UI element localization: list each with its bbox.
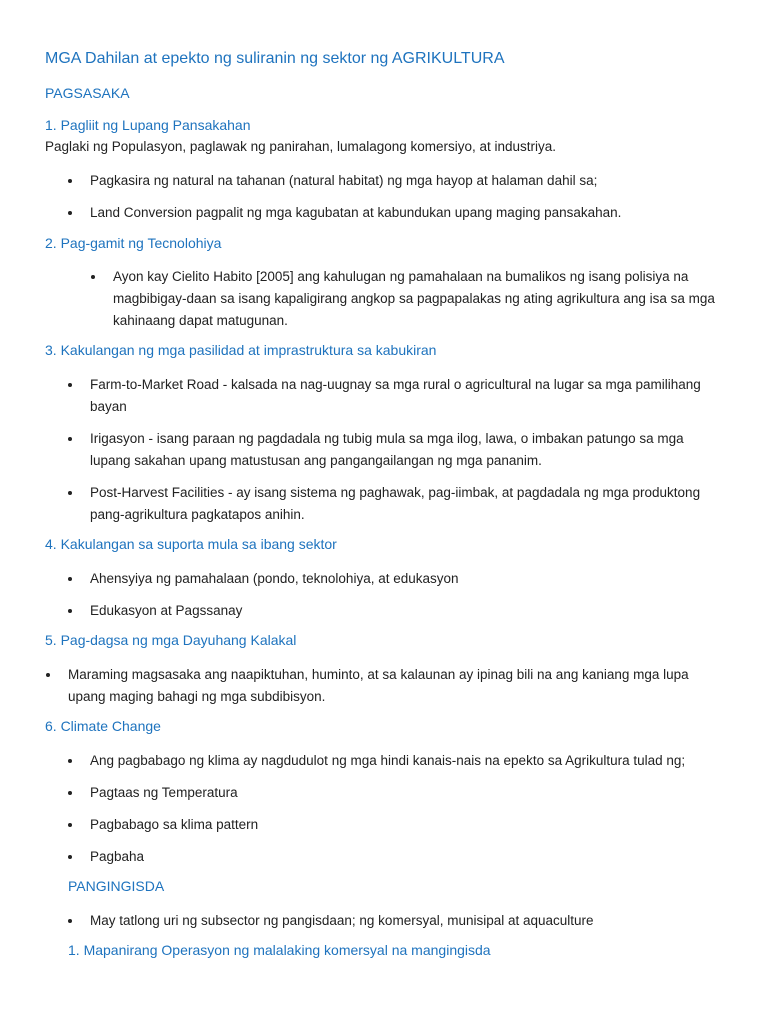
heading-dayuhang-kalakal: 5. Pag-dagsa ng mga Dayuhang Kalakal [45, 632, 297, 648]
bullet-icon [68, 855, 72, 859]
bullet-icon [68, 383, 72, 387]
list-item: Edukasyon at Pagssanay [90, 603, 243, 618]
bullet-icon [68, 919, 72, 923]
document-title: MGA Dahilan at epekto ng suliranin ng sektor ng AGRIKULTURA [45, 50, 505, 67]
list-item: Pagbabago sa klima pattern [90, 817, 259, 832]
heading-suporta: 4. Kakulangan sa suporta mula sa ibang sektor [45, 536, 337, 552]
list-item-line: Irigasyon - isang paraan ng pagdadala ng tubig mula sa mga ilog, lawa, o imbakan patungo sa mga [90, 431, 684, 446]
bullet-icon [68, 211, 72, 215]
list-item-line: pang-agrikultura pagkatapos anihin. [90, 507, 305, 522]
list-item: Ahensyiya ng pamahalaan (pondo, teknolohiya, at edukasyon [90, 571, 459, 586]
bullet-icon [46, 673, 50, 677]
list-item: Ang pagbabago ng klima ay nagdudulot ng mga hindi kanais-nais na epekto sa Agrikultura tulad ng; [90, 753, 686, 768]
bullet-icon [68, 823, 72, 827]
section-heading-pangingisda: PANGINGISDA [68, 878, 165, 894]
bullet-icon [68, 179, 72, 183]
bullet-icon [68, 491, 72, 495]
bullet-icon [68, 577, 72, 581]
list-item-line: lupang sakahan upang matustusan ang pangangailangan ng mga pananim. [90, 453, 542, 468]
list-item: Pagtaas ng Temperatura [90, 785, 238, 800]
bullet-icon [68, 759, 72, 763]
list-item-line: Farm-to-Market Road - kalsada na nag-uugnay sa mga rural o agricultural na lugar sa mga pamilihang [90, 377, 701, 392]
list-item: Land Conversion pagpalit ng mga kagubatan at kabundukan upang maging pansakahan. [90, 205, 622, 220]
list-item-line: upang maging bahagi ng mga subdibisyon. [68, 689, 326, 704]
list-item-line: kahinaang dapat matugunan. [113, 313, 288, 328]
heading-climate-change: 6. Climate Change [45, 718, 161, 734]
heading-tecnolohiya: 2. Pag-gamit ng Tecnolohiya [45, 235, 222, 251]
heading-mapanirang-operasyon: 1. Mapanirang Operasyon ng malalaking komersyal na mangingisda [68, 942, 491, 958]
list-item-line: Ayon kay Cielito Habito [2005] ang kahulugan ng pamahalaan na bumalikos ng isang polisiya na [113, 269, 689, 284]
paragraph: Paglaki ng Populasyon, paglawak ng panirahan, lumalagong komersiyo, at industriya. [45, 139, 557, 154]
list-item-line: Post-Harvest Facilities - ay isang sistema ng paghawak, pag-iimbak, at pagdadala ng mga produktong [90, 485, 701, 500]
list-item-line: magbibigay-daan sa isang kapaligirang angkop sa pagpapalakas ng ating agrikultura ang isa sa mga [113, 291, 715, 306]
bullet-icon [68, 791, 72, 795]
list-item: May tatlong uri ng subsector ng pangisdaan; ng komersyal, munisipal at aquaculture [90, 913, 594, 928]
bullet-icon [68, 437, 72, 441]
list-item-line: bayan [90, 399, 127, 414]
list-item-line: Maraming magsasaka ang naapiktuhan, huminto, at sa kalaunan ay ipinag bili na ang kaniang mga lupa [68, 667, 689, 682]
heading-pagliit: 1. Pagliit ng Lupang Pansakahan [45, 117, 251, 133]
list-item: Pagbaha [90, 849, 145, 864]
bullet-icon [68, 609, 72, 613]
bullet-icon [91, 275, 95, 279]
heading-pasilidad: 3. Kakulangan ng mga pasilidad at imprastruktura sa kabukiran [45, 342, 437, 358]
section-heading-pagsasaka: PAGSASAKA [45, 85, 130, 101]
list-item: Pagkasira ng natural na tahanan (natural habitat) ng mga hayop at halaman dahil sa; [90, 173, 598, 188]
